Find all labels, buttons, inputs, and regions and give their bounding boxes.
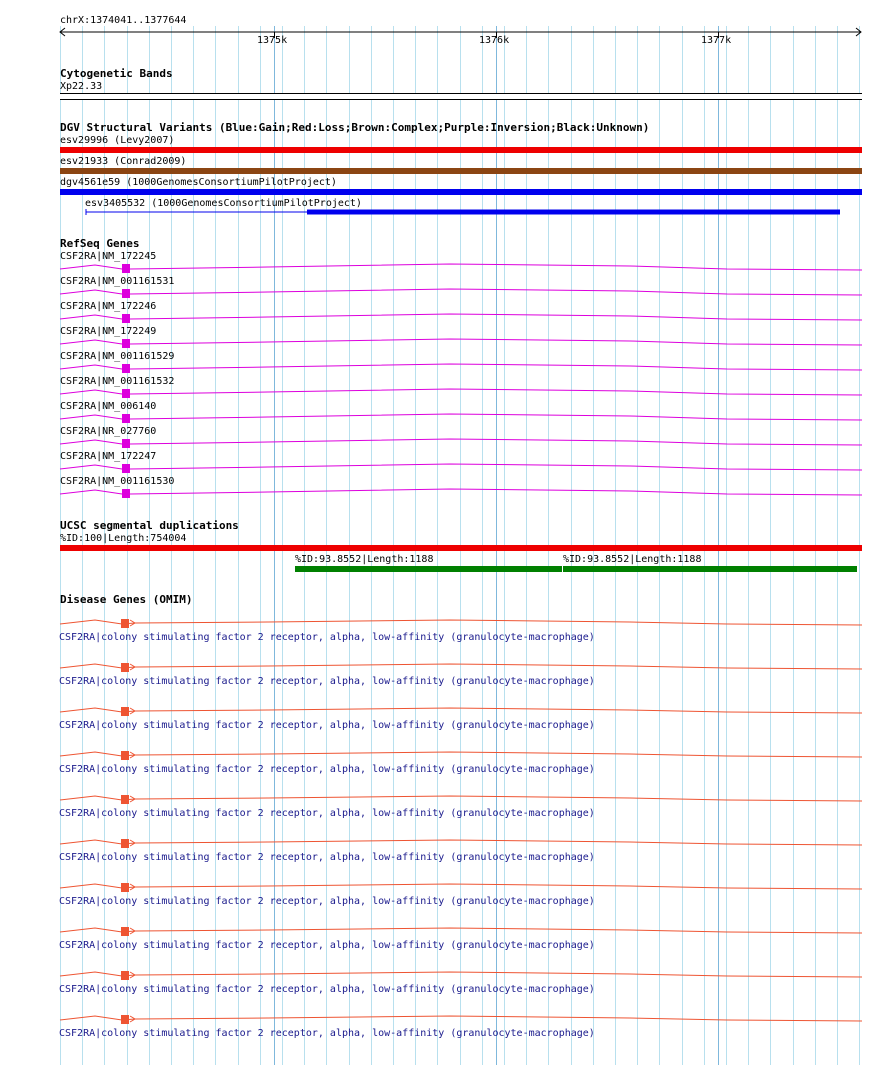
dgv-variant-label[interactable]: esv3405532 (1000GenomesConsortiumPilotProject) (85, 198, 362, 209)
omim-gene-model[interactable] (0, 1009, 890, 1027)
omim-gene-link[interactable]: CSF2RA|colony stimulating factor 2 receptor, alpha, low-affinity (granulocyte-macrophage) (59, 984, 595, 995)
refseq-gene-label[interactable]: CSF2RA|NM_001161530 (60, 476, 175, 487)
omim-gene-link[interactable]: CSF2RA|colony stimulating factor 2 receptor, alpha, low-affinity (granulocyte-macrophage) (59, 676, 595, 687)
refseq-gene-model[interactable] (0, 407, 890, 425)
gene-intron-line (60, 840, 862, 845)
gene-exon (122, 439, 130, 448)
omim-gene-link[interactable]: CSF2RA|colony stimulating factor 2 receptor, alpha, low-affinity (granulocyte-macrophage) (59, 808, 595, 819)
refseq-gene-model[interactable] (0, 307, 890, 325)
refseq-gene-model[interactable] (0, 257, 890, 275)
dgv-variant-bar-gain-split[interactable] (0, 207, 890, 217)
refseq-gene-model[interactable] (0, 482, 890, 500)
ruler-tick-label: 1375k (257, 35, 288, 46)
gene-exon (121, 707, 129, 716)
segdup-label[interactable]: %ID:93.8552|Length:1188 (295, 554, 434, 565)
gene-exon (122, 289, 130, 298)
omim-gene-link[interactable]: CSF2RA|colony stimulating factor 2 receptor, alpha, low-affinity (granulocyte-macrophage) (59, 940, 595, 951)
gene-exon (121, 795, 129, 804)
omim-gene-link[interactable]: CSF2RA|colony stimulating factor 2 receptor, alpha, low-affinity (granulocyte-macrophage) (59, 852, 595, 863)
refseq-gene-model[interactable] (0, 282, 890, 300)
ruler-location: chrX:1374041..1377644 (60, 15, 187, 26)
dgv-variant-label[interactable]: esv29996 (Levy2007) (60, 135, 175, 146)
gene-exon (121, 883, 129, 892)
gene-exon (122, 264, 130, 273)
refseq-gene-label[interactable]: CSF2RA|NM_006140 (60, 401, 157, 412)
gene-exon (122, 339, 130, 348)
gene-exon (121, 751, 129, 760)
ruler-tick-label: 1377k (701, 35, 732, 46)
omim-gene-link[interactable]: CSF2RA|colony stimulating factor 2 receptor, alpha, low-affinity (granulocyte-macrophage) (59, 764, 595, 775)
dgv-variant-label[interactable]: dgv4561e59 (1000GenomesConsortiumPilotProject) (60, 177, 337, 188)
refseq-gene-label[interactable]: CSF2RA|NM_172247 (60, 451, 157, 462)
refseq-gene-label[interactable]: CSF2RA|NM_001161529 (60, 351, 175, 362)
gene-intron-line (60, 364, 862, 370)
gene-intron-line (60, 439, 862, 445)
gene-intron-line (60, 752, 862, 757)
omim-gene-link[interactable]: CSF2RA|colony stimulating factor 2 receptor, alpha, low-affinity (granulocyte-macrophage) (59, 720, 595, 731)
dgv-track-title: DGV Structural Variants (Blue:Gain;Red:Loss;Brown:Complex;Purple:Inversion;Black:Unknown) (60, 121, 650, 134)
omim-gene-link[interactable]: CSF2RA|colony stimulating factor 2 receptor, alpha, low-affinity (granulocyte-macrophage) (59, 1028, 595, 1039)
refseq-gene-model[interactable] (0, 332, 890, 350)
omim-gene-link[interactable]: CSF2RA|colony stimulating factor 2 receptor, alpha, low-affinity (granulocyte-macrophage) (59, 896, 595, 907)
dgv-variant-bar-gain[interactable] (60, 189, 862, 195)
omim-gene-model[interactable] (0, 877, 890, 895)
refseq-gene-label[interactable]: CSF2RA|NM_001161531 (60, 276, 175, 287)
gene-intron-line (60, 708, 862, 713)
gene-intron-line (60, 389, 862, 395)
gene-exon (121, 971, 129, 980)
refseq-gene-model[interactable] (0, 382, 890, 400)
gene-intron-line (60, 664, 862, 669)
gene-exon (121, 663, 129, 672)
omim-gene-model[interactable] (0, 921, 890, 939)
segdup-label[interactable]: %ID:93.8552|Length:1188 (563, 554, 702, 565)
refseq-gene-label[interactable]: CSF2RA|NM_172245 (60, 251, 157, 262)
omim-gene-model[interactable] (0, 833, 890, 851)
dgv-variant-label[interactable]: esv21933 (Conrad2009) (60, 156, 187, 167)
dgv-variant-bar-complex[interactable] (60, 168, 862, 174)
gene-intron-line (60, 884, 862, 889)
omim-gene-model[interactable] (0, 789, 890, 807)
cytoband-bar[interactable] (60, 93, 862, 100)
gene-intron-line (60, 928, 862, 933)
gene-exon (121, 927, 129, 936)
gene-intron-line (60, 489, 862, 495)
omim-track-title: Disease Genes (OMIM) (60, 593, 193, 606)
refseq-track-title: RefSeq Genes (60, 237, 140, 250)
gene-intron-line (60, 796, 862, 801)
segdup-bar[interactable] (295, 566, 562, 572)
gene-intron-line (60, 972, 862, 977)
gene-intron-line (60, 464, 862, 470)
omim-gene-link[interactable]: CSF2RA|colony stimulating factor 2 receptor, alpha, low-affinity (granulocyte-macrophage) (59, 632, 595, 643)
cytoband-label[interactable]: Xp22.33 (60, 81, 103, 92)
gene-intron-line (60, 339, 862, 345)
ruler-tick-label: 1376k (479, 35, 510, 46)
gene-intron-line (60, 1016, 862, 1021)
segdup-label[interactable]: %ID:100|Length:754004 (60, 533, 187, 544)
omim-gene-model[interactable] (0, 701, 890, 719)
segdup-track-title: UCSC segmental duplications (60, 519, 239, 532)
omim-gene-model[interactable] (0, 965, 890, 983)
refseq-gene-model[interactable] (0, 357, 890, 375)
dgv-variant-bar-loss[interactable] (60, 147, 862, 153)
gene-exon (121, 1015, 129, 1024)
gene-exon (121, 619, 129, 628)
refseq-gene-model[interactable] (0, 432, 890, 450)
gene-exon (122, 414, 130, 423)
gene-exon (122, 489, 130, 498)
cytoband-track-title: Cytogenetic Bands (60, 67, 173, 80)
refseq-gene-model[interactable] (0, 457, 890, 475)
gene-intron-line (60, 620, 862, 625)
gene-intron-line (60, 264, 862, 270)
omim-gene-model[interactable] (0, 613, 890, 631)
gene-exon (122, 464, 130, 473)
omim-gene-model[interactable] (0, 657, 890, 675)
gene-intron-line (60, 314, 862, 320)
omim-gene-model[interactable] (0, 745, 890, 763)
gene-exon (122, 389, 130, 398)
gene-intron-line (60, 289, 862, 295)
refseq-gene-label[interactable]: CSF2RA|NR_027760 (60, 426, 157, 437)
gene-intron-line (60, 414, 862, 420)
gene-exon (122, 314, 130, 323)
segdup-bar[interactable] (60, 545, 862, 551)
gene-exon (122, 364, 130, 373)
refseq-gene-label[interactable]: CSF2RA|NM_172246 (60, 301, 157, 312)
gene-exon (121, 839, 129, 848)
ruler-axis (0, 26, 890, 48)
segdup-bar[interactable] (563, 566, 857, 572)
refseq-gene-label[interactable]: CSF2RA|NM_001161532 (60, 376, 175, 387)
refseq-gene-label[interactable]: CSF2RA|NM_172249 (60, 326, 157, 337)
